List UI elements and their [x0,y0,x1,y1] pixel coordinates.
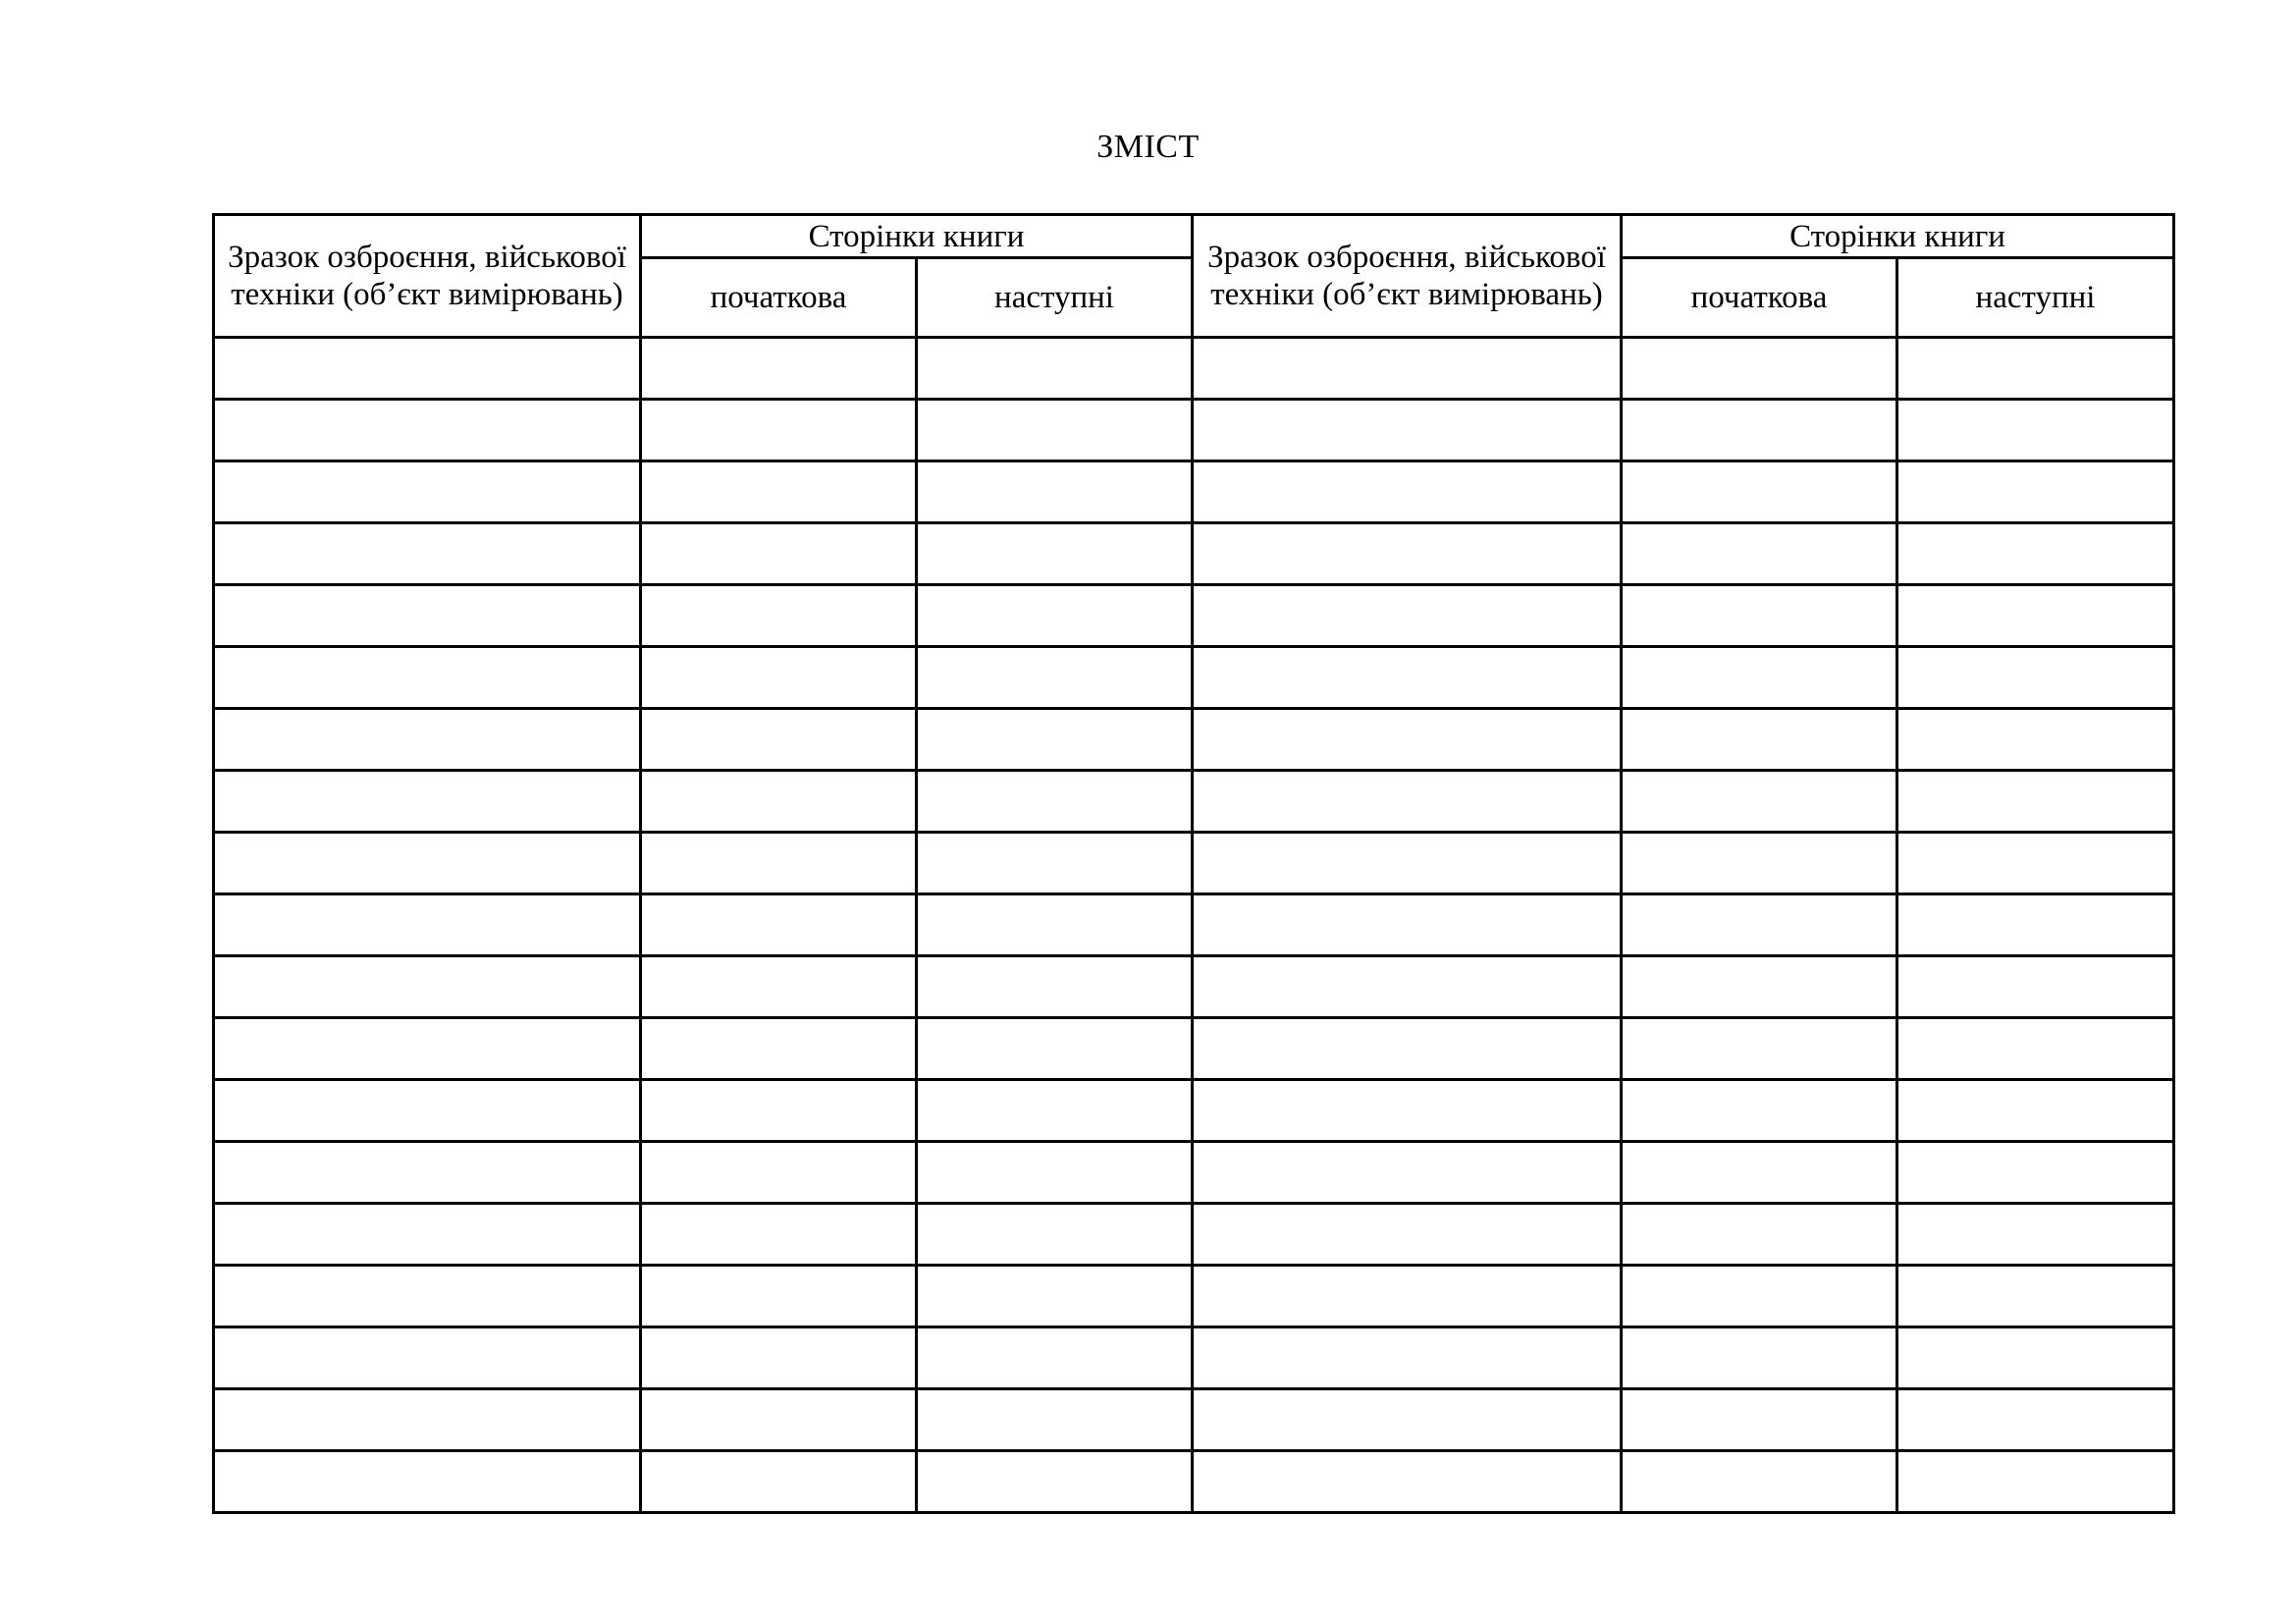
next-right-cell [1897,338,2174,400]
sample-right-cell [1193,400,1622,461]
column-header-sample-left: Зразок озброєння, військової техніки (об’єкт вимірювань) [214,215,641,338]
sample-left-cell [214,1451,641,1513]
table-row [214,461,2174,523]
next-right-cell [1897,709,2174,771]
table-body [214,338,2174,1513]
initial-right-cell [1622,523,1897,585]
table-row [214,1389,2174,1451]
column-header-initial-left: початкова [641,258,917,338]
sample-left-cell [214,1204,641,1266]
initial-left-cell [641,1080,917,1142]
next-right-cell [1897,1266,2174,1327]
sample-right-cell [1193,771,1622,833]
next-right-cell [1897,956,2174,1018]
next-right-cell [1897,400,2174,461]
initial-left-cell [641,1327,917,1389]
next-right-cell [1897,523,2174,585]
column-header-initial-right: початкова [1622,258,1897,338]
table-row [214,1080,2174,1142]
initial-right-cell [1622,647,1897,709]
next-left-cell [917,523,1193,585]
header-row-top [214,215,2174,258]
initial-left-cell [641,894,917,956]
sample-right-cell [1193,461,1622,523]
sample-left-cell [214,833,641,894]
initial-left-cell [641,585,917,647]
initial-right-cell [1622,338,1897,400]
next-right-cell [1897,833,2174,894]
column-header-next-right: наступні [1897,258,2174,338]
next-left-cell [917,585,1193,647]
sample-left-cell [214,400,641,461]
next-left-cell [917,771,1193,833]
table-row [214,523,2174,585]
table-row [214,1204,2174,1266]
next-left-cell [917,956,1193,1018]
table-row [214,956,2174,1018]
initial-right-cell [1622,400,1897,461]
initial-left-cell [641,1451,917,1513]
next-left-cell [917,1204,1193,1266]
initial-left-cell [641,461,917,523]
sample-left-cell [214,956,641,1018]
column-header-pages-right: Сторінки книги [1622,215,2174,258]
sample-right-cell [1193,1142,1622,1204]
next-right-cell [1897,585,2174,647]
initial-left-cell [641,1018,917,1080]
initial-left-cell [641,1142,917,1204]
next-right-cell [1897,1142,2174,1204]
next-right-cell [1897,1327,2174,1389]
sample-right-cell [1193,647,1622,709]
table-row [214,1451,2174,1513]
sample-right-cell [1193,585,1622,647]
initial-right-cell [1622,709,1897,771]
next-left-cell [917,338,1193,400]
next-left-cell [917,1080,1193,1142]
table-row [214,1142,2174,1204]
sample-left-cell [214,523,641,585]
initial-right-cell [1622,771,1897,833]
table-row [214,585,2174,647]
next-left-cell [917,894,1193,956]
initial-right-cell [1622,894,1897,956]
table-row [214,338,2174,400]
column-header-pages-left: Сторінки книги [641,215,1193,258]
initial-right-cell [1622,461,1897,523]
initial-left-cell [641,1266,917,1327]
next-right-cell [1897,894,2174,956]
table-row [214,647,2174,709]
sample-left-cell [214,647,641,709]
table-row [214,894,2174,956]
column-header-sample-right: Зразок озброєння, військової техніки (об’єкт вимірювань) [1193,215,1622,338]
initial-left-cell [641,647,917,709]
table-row [214,1266,2174,1327]
sample-right-cell [1193,894,1622,956]
sample-right-cell [1193,1389,1622,1451]
next-left-cell [917,1389,1193,1451]
sample-left-cell [214,1018,641,1080]
sample-right-cell [1193,1204,1622,1266]
next-left-cell [917,400,1193,461]
sample-right-cell [1193,523,1622,585]
next-left-cell [917,1451,1193,1513]
sample-right-cell [1193,1018,1622,1080]
sample-right-cell [1193,338,1622,400]
next-right-cell [1897,647,2174,709]
next-left-cell [917,647,1193,709]
next-left-cell [917,1142,1193,1204]
sample-left-cell [214,338,641,400]
sample-left-cell [214,1389,641,1451]
initial-right-cell [1622,1327,1897,1389]
initial-left-cell [641,771,917,833]
table-row [214,1018,2174,1080]
initial-right-cell [1622,833,1897,894]
initial-left-cell [641,338,917,400]
initial-right-cell [1622,1018,1897,1080]
initial-left-cell [641,523,917,585]
next-right-cell [1897,1204,2174,1266]
next-right-cell [1897,1018,2174,1080]
sample-left-cell [214,1266,641,1327]
next-left-cell [917,1266,1193,1327]
sample-left-cell [214,709,641,771]
table-row [214,400,2174,461]
initial-right-cell [1622,956,1897,1018]
sample-left-cell [214,1327,641,1389]
sample-right-cell [1193,1327,1622,1389]
sample-right-cell [1193,956,1622,1018]
sample-left-cell [214,461,641,523]
initial-right-cell [1622,1080,1897,1142]
sample-right-cell [1193,1451,1622,1513]
sample-left-cell [214,1080,641,1142]
sample-left-cell [214,1142,641,1204]
initial-right-cell [1622,1204,1897,1266]
initial-left-cell [641,956,917,1018]
column-header-next-left: наступні [917,258,1193,338]
next-left-cell [917,833,1193,894]
table-row [214,1327,2174,1389]
next-right-cell [1897,771,2174,833]
initial-right-cell [1622,1389,1897,1451]
table-row [214,771,2174,833]
initial-right-cell [1622,1451,1897,1513]
sample-right-cell [1193,833,1622,894]
sample-left-cell [214,771,641,833]
table-row [214,833,2174,894]
next-left-cell [917,1018,1193,1080]
sample-left-cell [214,585,641,647]
initial-left-cell [641,709,917,771]
initial-left-cell [641,1204,917,1266]
sample-right-cell [1193,709,1622,771]
sample-right-cell [1193,1080,1622,1142]
next-right-cell [1897,461,2174,523]
next-right-cell [1897,1451,2174,1513]
initial-right-cell [1622,1266,1897,1327]
initial-right-cell [1622,1142,1897,1204]
page-title: ЗМІСТ [1096,129,1200,165]
next-right-cell [1897,1080,2174,1142]
table-row [214,709,2174,771]
initial-left-cell [641,833,917,894]
initial-right-cell [1622,585,1897,647]
sample-left-cell [214,894,641,956]
contents-table [212,213,2175,1514]
initial-left-cell [641,400,917,461]
sample-right-cell [1193,1266,1622,1327]
next-left-cell [917,1327,1193,1389]
initial-left-cell [641,1389,917,1451]
next-left-cell [917,461,1193,523]
next-right-cell [1897,1389,2174,1451]
next-left-cell [917,709,1193,771]
